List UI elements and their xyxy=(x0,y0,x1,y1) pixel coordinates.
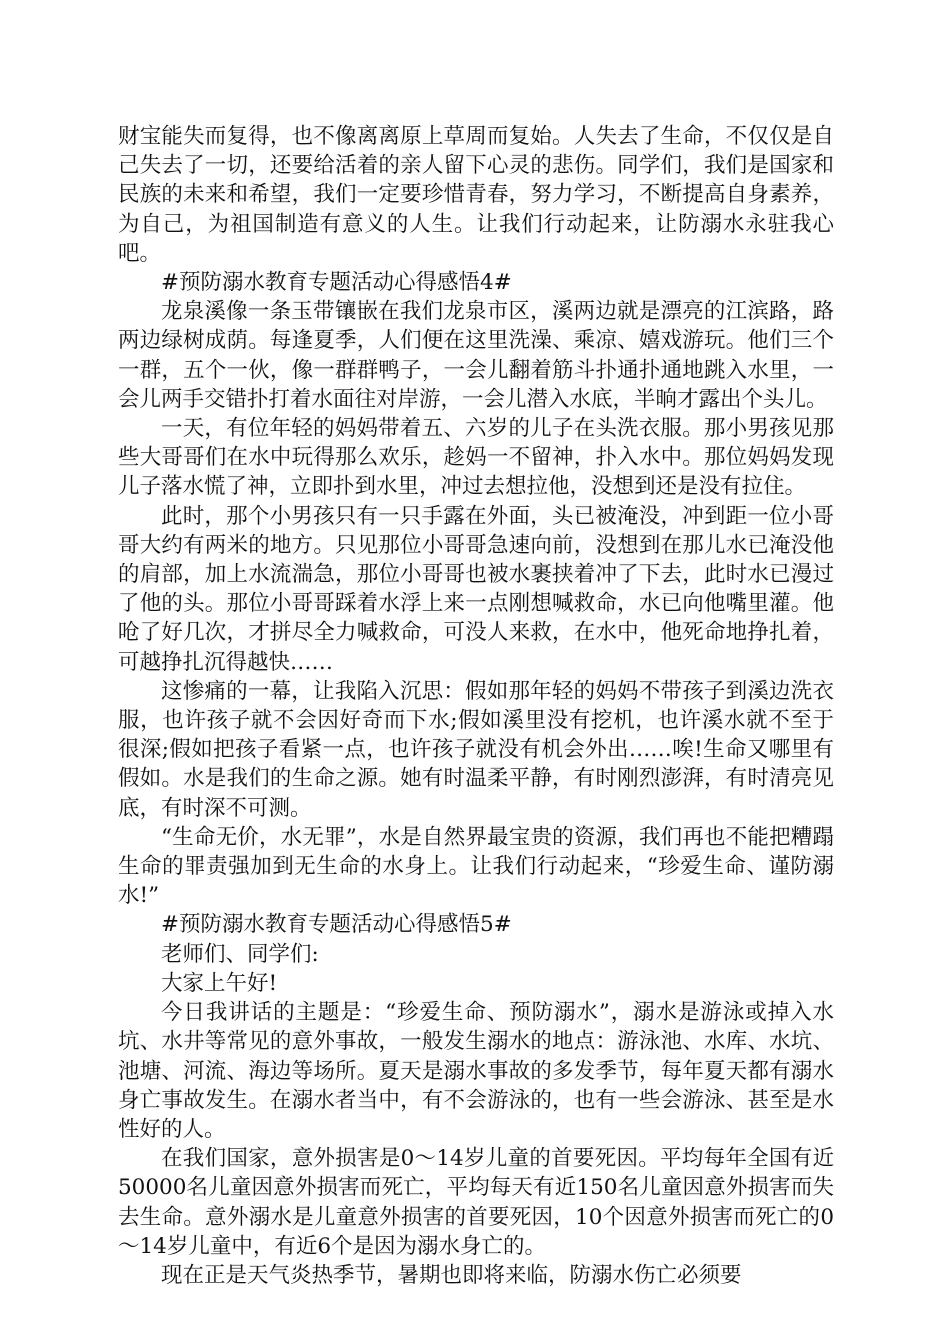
greeting: 大家上午好! xyxy=(161,970,278,996)
salutation: 老师们、同学们: xyxy=(161,941,319,967)
paragraph-call-to-action: “生命无价，水无罪”，水是自然界最宝贵的资源，我们再也不能把糟蹋生命的罪责强加到无生命的水身上。让我们行动起来，“珍爱生命、谨防溺水!” xyxy=(118,824,834,909)
paragraph-longquan-river: 龙泉溪像一条玉带镶嵌在我们龙泉市区，溪两边就是漂亮的江滨路，路两边绿树成荫。每逢夏季，人们便在这里洗澡、乘凉、嬉戏游玩。他们三个一群，五个一伙，像一群群鸭子，一会儿翻着筋斗扑通扑通地跳入水里，一会儿两手交错扑打着水面往对岸游，一会儿潜入水底，半晌才露出个头儿。 xyxy=(118,299,834,412)
paragraph-statistics: 在我们国家，意外损害是0～14岁儿童的首要死因。平均每年全国有近50000名儿童因意外损害而死亡，平均每天有近150名儿童因意外损害而失去生命。意外溺水是儿童意外损害的首要死因，10个因意外损害而死亡的0～14岁儿童中，有近6个是因为溺水身亡的。 xyxy=(118,1146,834,1259)
paragraph-mother-and-son: 一天，有位年轻的妈妈带着五、六岁的儿子在头洗衣服。那小男孩见那些大哥哥们在水中玩得那么欢乐，趁妈一不留神，扑入水中。那位妈妈发现儿子落水慌了神，立即扑到水里，冲过去想拉他，没想到还是没有拉住。 xyxy=(118,416,834,500)
paragraph-reflection: 这惨痛的一幕，让我陷入沉思：假如那年轻的妈妈不带孩子到溪边洗衣服，也许孩子就不会因好奇而下水;假如溪里没有挖机，也许溪水就不至于很深;假如把孩子看紧一点，也许孩子就没有机会外出……唉!生命又哪里有假如。水是我们的生命之源。她有时温柔平静，有时刚烈澎湃，有时清亮见底，有时深不可测。 xyxy=(118,678,834,821)
paragraph-speech-topic: 今日我讲话的主题是：“珍爱生命、预防溺水”，溺水是游泳或掉入水坑、水井等常见的意外事故，一般发生溺水的地点：游泳池、水库、水坑、池塘、河流、海边等场所。夏天是溺水事故的多发季节，每年夏天都有溺水身亡事故发生。在溺水者当中，有不会游泳的，也有一些会游泳、甚至是水性好的人。 xyxy=(118,1000,834,1142)
paragraph-summer-season: 现在正是天气炎热季节，暑期也即将来临，防溺水伤亡必须要 xyxy=(161,1262,742,1288)
paragraph-rescue-attempt: 此时，那个小男孩只有一只手露在外面，头已被淹没，冲到距一位小哥哥大约有两米的地方。只见那位小哥哥急速向前，没想到在那儿水已淹没他的肩部，加上水流湍急，那位小哥哥也被水裹挟着冲了下去，此时水已漫过了他的头。那位小哥哥踩着水浮上来一点刚想喊救命，水已向他嘴里灌。他呛了好几次，才拼尽全力喊救命，可没人来救，在水中，他死命地挣扎着，可越挣扎沉得越快…… xyxy=(118,503,834,675)
section-heading-4: #预防溺水教育专题活动心得感悟4# xyxy=(161,270,512,296)
paragraph-continuation: 财宝能失而复得，也不像离离原上草周而复始。人失去了生命，不仅仅是自己失去了一切，还要给活着的亲人留下心灵的悲伤。同学们，我们是国家和民族的未来和希望，我们一定要珍惜青春，努力学习，不断提高自身素养，为自己，为祖国制造有意义的人生。让我们行动起来，让防溺水永驻我心吧。 xyxy=(118,124,834,266)
document-body xyxy=(118,122,834,1290)
section-heading-5: #预防溺水教育专题活动心得感悟5# xyxy=(161,912,512,938)
